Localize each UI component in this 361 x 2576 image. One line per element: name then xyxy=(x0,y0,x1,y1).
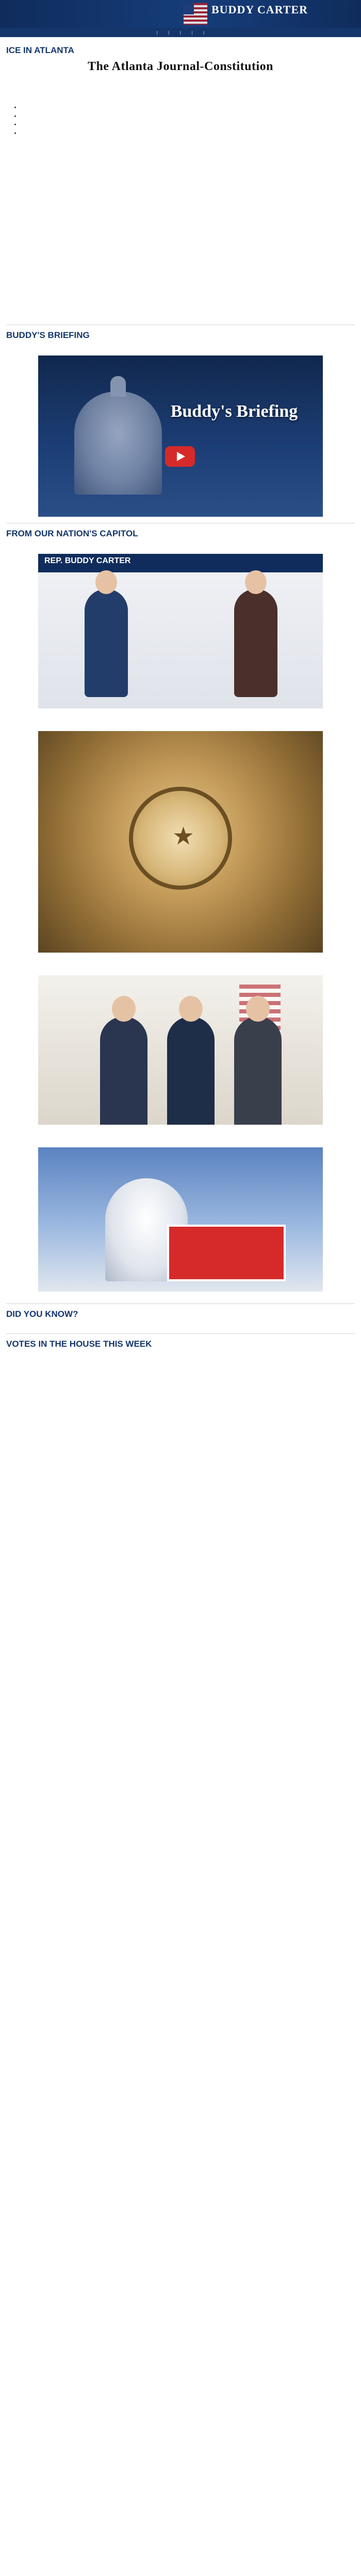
photo-person-head xyxy=(95,570,117,594)
capitol-dome-icon xyxy=(74,392,162,495)
capitol-paragraph xyxy=(6,1137,355,1143)
article-paragraph xyxy=(6,162,355,169)
article-paragraph xyxy=(6,206,355,212)
nav-separator: | xyxy=(203,30,205,35)
briefing-video-thumbnail[interactable] xyxy=(38,355,323,517)
article-byline xyxy=(6,86,355,92)
article-paragraph xyxy=(6,216,355,223)
article-paragraph xyxy=(6,227,355,234)
article-lead xyxy=(6,78,355,84)
article-paragraph xyxy=(6,270,355,277)
section-title-briefing: BUDDY'S BRIEFING xyxy=(6,330,90,341)
article-bullets xyxy=(21,104,355,137)
photo-capitol xyxy=(38,1147,323,1292)
flag-icon xyxy=(184,3,207,25)
list-item xyxy=(21,130,355,137)
photo-interview xyxy=(38,554,323,708)
article-paragraph xyxy=(6,184,355,191)
photo-group xyxy=(38,975,323,1125)
capitol-paragraph xyxy=(6,543,355,550)
article-paragraph xyxy=(6,281,355,288)
photo-seal xyxy=(38,731,323,953)
video-title: Buddy's Briefing xyxy=(170,402,298,421)
photo-caption xyxy=(6,1126,355,1131)
photo-person xyxy=(234,589,277,697)
nav-separator: | xyxy=(168,30,170,35)
did-you-know-text xyxy=(6,1323,355,1329)
photo-person xyxy=(85,589,128,697)
list-item xyxy=(21,104,355,111)
section-divider xyxy=(6,1303,355,1304)
list-item xyxy=(21,121,355,128)
article-paragraph xyxy=(6,238,355,245)
photo-person xyxy=(167,1016,215,1125)
article-paragraph xyxy=(6,173,355,180)
brand-block xyxy=(211,3,308,16)
photo-caption xyxy=(6,1293,355,1298)
nav-separator: | xyxy=(191,30,193,35)
article-paragraph xyxy=(6,195,355,201)
article-paragraph xyxy=(6,260,355,266)
masthead xyxy=(0,0,361,28)
read-more-link[interactable] xyxy=(6,314,355,320)
section-divider xyxy=(6,1333,355,1334)
article-paragraph xyxy=(6,249,355,256)
photo-caption xyxy=(6,709,355,715)
article-paragraph xyxy=(6,141,355,147)
ajc-logo: The Atlanta Journal-Constitution xyxy=(87,60,274,73)
lower-third-name: REP. BUDDY CARTER xyxy=(44,556,131,566)
protest-sign xyxy=(167,1225,286,1281)
section-title-did-you-know: DID YOU KNOW? xyxy=(6,1309,78,1319)
newsletter-content xyxy=(0,37,361,1359)
photo-lower-third xyxy=(38,554,323,572)
brand-name: BUDDY CARTER xyxy=(211,3,308,16)
play-button-icon[interactable] xyxy=(165,446,195,467)
capitol-paragraph xyxy=(6,720,355,727)
photo-person xyxy=(100,1016,147,1125)
section-title-votes: VOTES IN THE HOUSE THIS WEEK xyxy=(6,1339,152,1349)
nav-separator: | xyxy=(179,30,182,35)
photo-background xyxy=(38,554,323,708)
capitol-paragraph xyxy=(6,964,355,971)
article-paragraph xyxy=(6,292,355,299)
nav-separator: | xyxy=(156,30,158,35)
section-title-capitol: FROM OUR NATION'S CAPITOL xyxy=(6,529,138,539)
briefing-intro xyxy=(6,345,355,351)
votes-text xyxy=(6,1352,355,1359)
photo-person xyxy=(234,1016,282,1125)
article-paragraph xyxy=(6,303,355,310)
top-navigation xyxy=(0,28,361,37)
section-title-ice: ICE IN ATLANTA xyxy=(6,45,74,55)
photo-person-head xyxy=(245,570,267,594)
photo-caption xyxy=(6,954,355,959)
seal-icon xyxy=(129,787,232,890)
list-item xyxy=(21,113,355,120)
article-paragraph xyxy=(6,151,355,158)
article-intro xyxy=(6,93,355,100)
